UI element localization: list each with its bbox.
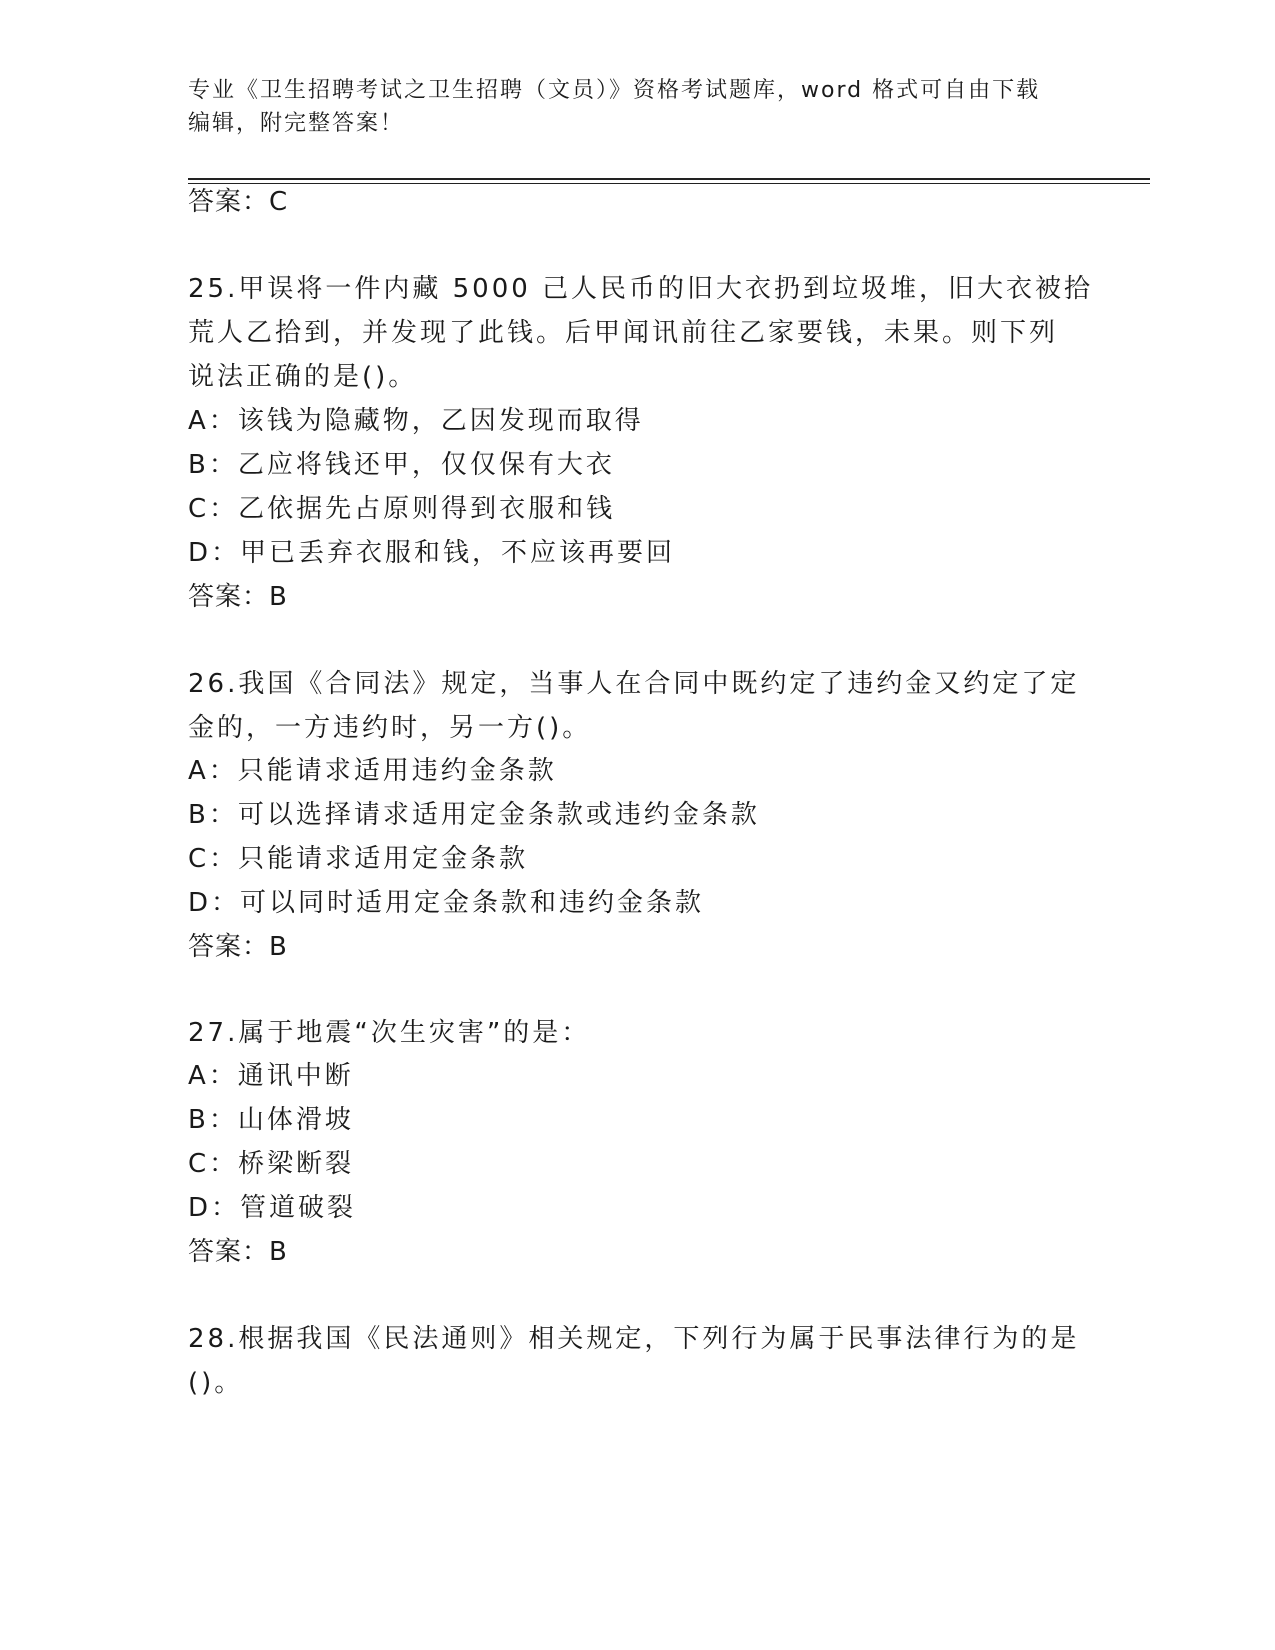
question-25-stem-line-1: 25.甲误将一件内藏 5000 己人民币的旧大衣扔到垃圾堆，旧大衣被拾 <box>188 274 1094 304</box>
header-divider-thick <box>188 178 1150 180</box>
question-26-stem-line-1: 26.我国《合同法》规定，当事人在合同中既约定了违约金又约定了定 <box>188 669 1080 699</box>
question-26-option-a: A：只能请求适用违约金条款 <box>188 756 557 786</box>
question-26-answer: 答案：B <box>188 932 288 962</box>
question-26-option-b: B：可以选择请求适用定金条款或违约金条款 <box>188 800 760 830</box>
header-divider-thin <box>188 183 1150 184</box>
question-25-answer: 答案：B <box>188 582 288 612</box>
document-header <box>188 74 1088 140</box>
header-line-2: 编辑，附完整答案！ <box>188 111 405 136</box>
header-line-1: 专业《卫生招聘考试之卫生招聘（文员）》资格考试题库，word 格式可自由下载 <box>188 78 1041 103</box>
question-25-option-c: C：乙依据先占原则得到衣服和钱 <box>188 494 616 524</box>
question-25-stem-line-2: 荒人乙拾到，并发现了此钱。后甲闻讯前往乙家要钱，未果。则下列 <box>188 318 1059 348</box>
question-26-option-c: C：只能请求适用定金条款 <box>188 844 529 874</box>
question-25-option-d: D：甲已丢弃衣服和钱，不应该再要回 <box>188 538 676 568</box>
question-27-stem-line-1: 27.属于地震“次生灾害”的是： <box>188 1018 591 1048</box>
question-27-option-a: A：通讯中断 <box>188 1061 354 1091</box>
question-25-stem-line-3: 说法正确的是()。 <box>188 362 418 392</box>
question-25-option-b: B：乙应将钱还甲，仅仅保有大衣 <box>188 450 615 480</box>
question-27-option-c: C：桥梁断裂 <box>188 1149 355 1179</box>
question-26-option-d: D：可以同时适用定金条款和违约金条款 <box>188 888 705 918</box>
question-28-stem-line-2: ()。 <box>188 1368 244 1398</box>
question-27-answer: 答案：B <box>188 1237 288 1267</box>
question-28-stem-line-1: 28.根据我国《民法通则》相关规定，下列行为属于民事法律行为的是 <box>188 1324 1080 1354</box>
question-26-stem-line-2: 金的，一方违约时，另一方()。 <box>188 713 592 743</box>
question-27-option-b: B：山体滑坡 <box>188 1105 354 1135</box>
question-27-option-d: D：管道破裂 <box>188 1193 357 1223</box>
question-25-option-a: A：该钱为隐藏物，乙因发现而取得 <box>188 406 644 436</box>
previous-answer: 答案：C <box>188 187 289 217</box>
